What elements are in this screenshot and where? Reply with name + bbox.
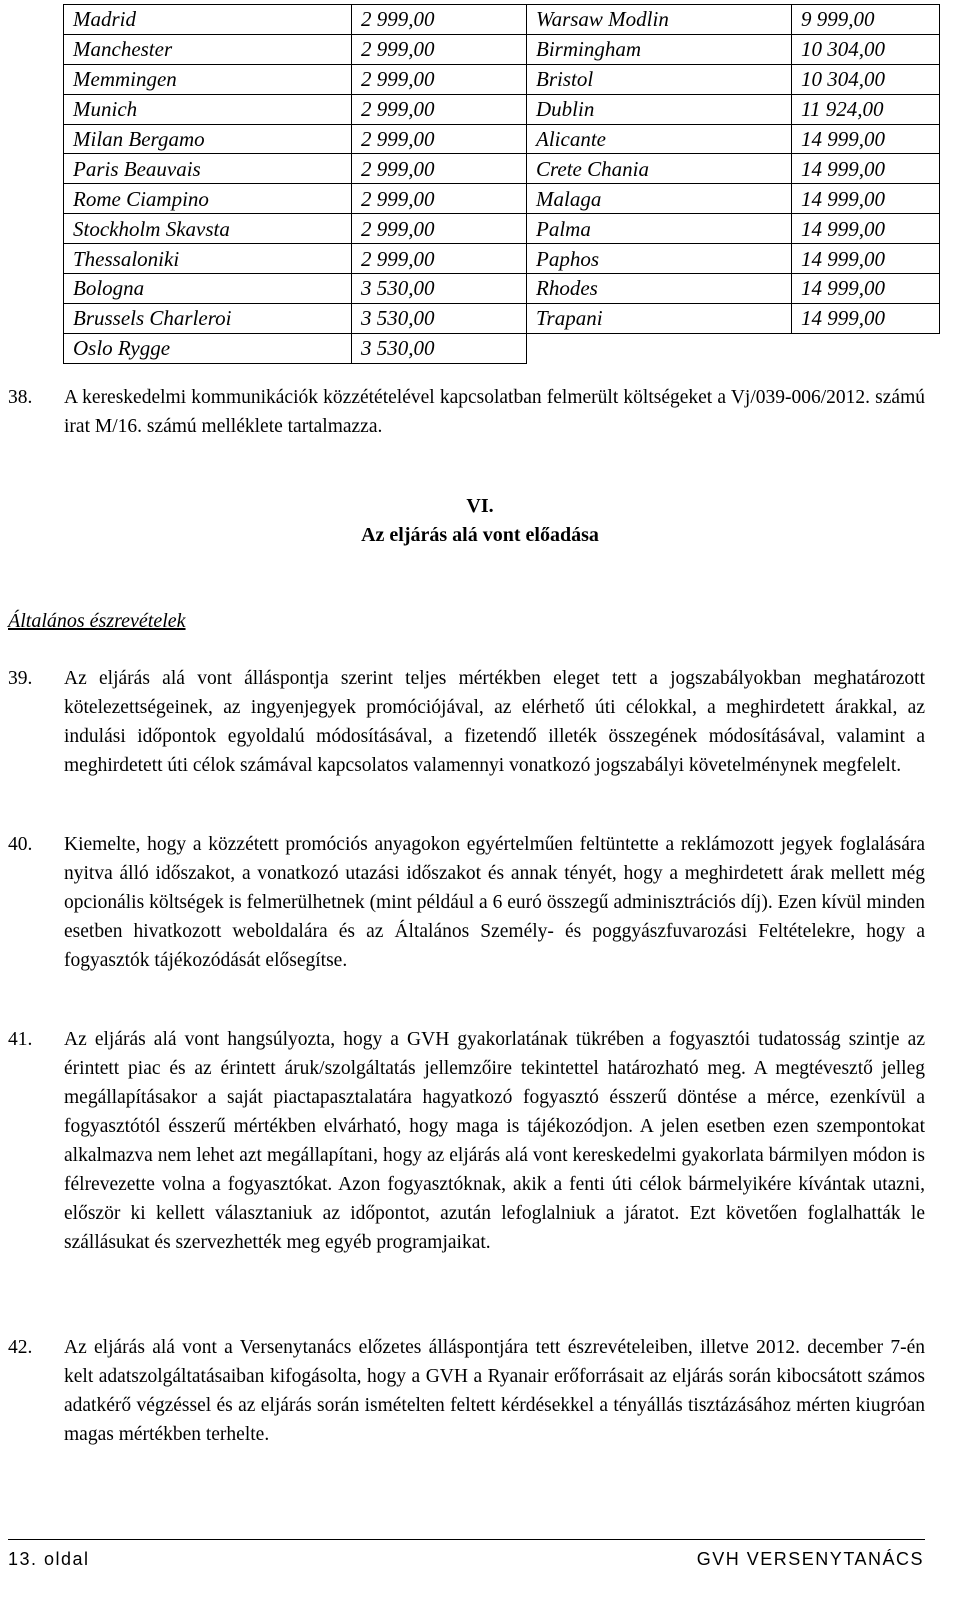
table-cell-origin-price: 2 999,00 [352, 94, 527, 124]
table-cell-destination-city: Birmingham [527, 34, 792, 64]
table-cell-destination-city: Palma [527, 214, 792, 244]
table-row [64, 333, 940, 363]
table-cell-origin-price: 2 999,00 [352, 214, 527, 244]
page-number: 13. oldal [8, 1549, 90, 1569]
table-cell-origin-city: Madrid [64, 5, 352, 35]
table-cell-destination-price: 9 999,00 [792, 5, 940, 35]
table-cell-origin-price: 2 999,00 [352, 64, 527, 94]
paragraph-number: 38. [8, 387, 33, 408]
table-cell-destination-city: Crete Chania [527, 154, 792, 184]
table-cell-destination-price: 14 999,00 [792, 244, 940, 274]
paragraph-text: Az eljárás alá vont álláspontja szerint teljes mértékben eleget tett a jogszabályokban meghatározott kötelezettségeinek, az ingyenjegyek promóciójával, az elérhető úti célokkal, a meghirdetett árakkal, az indulási időpontok egyoldalú módosításával, a fizetendő illeték összegének módosításával, valamint a meghirdetett úti célok számával kapcsolatos valamennyi vonatkozó jogszabályi követelménynek megfelelt. [64, 668, 925, 776]
table-cell-origin-city: Manchester [64, 34, 352, 64]
table-row [64, 154, 940, 184]
footer-organization: GVH VERSENYTANÁCS [696, 1549, 924, 1569]
table-cell-origin-city: Thessaloniki [64, 244, 352, 274]
table-cell-destination-city: Dublin [527, 94, 792, 124]
table-cell-destination-price: 11 924,00 [792, 94, 940, 124]
table-cell-destination-city [527, 333, 792, 363]
footer-divider [8, 1539, 925, 1540]
table-row [64, 34, 940, 64]
table-row [64, 274, 940, 304]
fares-table [63, 4, 940, 364]
paragraph-39 [8, 664, 925, 780]
table-cell-origin-city: Memmingen [64, 64, 352, 94]
table-cell-destination-city: Malaga [527, 184, 792, 214]
table-cell-origin-city: Munich [64, 94, 352, 124]
table-cell-destination-price: 14 999,00 [792, 303, 940, 333]
table-cell-origin-city: Rome Ciampino [64, 184, 352, 214]
paragraph-41 [8, 1025, 925, 1257]
paragraph-38 [8, 383, 925, 441]
table-cell-destination-city: Warsaw Modlin [527, 5, 792, 35]
table-cell-origin-price: 2 999,00 [352, 184, 527, 214]
table-cell-destination-city: Bristol [527, 64, 792, 94]
table-cell-origin-price: 2 999,00 [352, 34, 527, 64]
table-row [64, 244, 940, 274]
table-row [64, 184, 940, 214]
table-cell-destination-price [792, 333, 940, 363]
table-row [64, 303, 940, 333]
table-cell-destination-price: 10 304,00 [792, 34, 940, 64]
table-cell-origin-city: Paris Beauvais [64, 154, 352, 184]
table-cell-destination-city: Rhodes [527, 274, 792, 304]
fares-table-body [64, 5, 940, 364]
table-cell-destination-city: Alicante [527, 124, 792, 154]
table-cell-origin-city: Bologna [64, 274, 352, 304]
subheading: Általános észrevételek [8, 610, 186, 632]
paragraph-42 [8, 1333, 925, 1449]
section-title: Az eljárás alá vont előadása [361, 524, 599, 546]
table-row [64, 64, 940, 94]
paragraph-number: 39. [8, 668, 33, 689]
paragraph-number: 42. [8, 1337, 33, 1358]
table-cell-destination-price: 14 999,00 [792, 154, 940, 184]
section-number: VI. [466, 495, 494, 517]
table-cell-destination-price: 14 999,00 [792, 214, 940, 244]
table-row [64, 5, 940, 35]
paragraph-text: Az eljárás alá vont hangsúlyozta, hogy a GVH gyakorlatának tükrében a fogyasztói tudatosság szintje az érintett piac és az érintett áruk/szolgáltatás jellemzőire tekintettel határozható meg. A megtévesztő jelleg megállapításakor a saját piactapasztalatára hagyatkozó fogyasztó ésszerű döntése a mérce, ezenkívül a fogyasztótól ésszerű mértékben elvárható, hogy maga is tájékozódjon. A jelen esetben ezen szempontokat alkalmazva nem lehet azt megállapítani, hogy az eljárás alá vont kereskedelmi gyakorlata bármilyen módon is félrevezette volna a fogyasztókat. Azon fogyasztóknak, akik a fenti úti célok bármelyikére kívántak utazni, először ki kellett választaniuk az időpontot, azután lefoglalniuk a járatot. Ezt követően foglalhatták le szállásukat és szervezhették meg egyéb programjaikat. [64, 1029, 925, 1253]
table-cell-origin-price: 3 530,00 [352, 333, 527, 363]
table-row [64, 214, 940, 244]
table-cell-destination-city: Paphos [527, 244, 792, 274]
table-cell-origin-price: 3 530,00 [352, 303, 527, 333]
table-cell-origin-price: 2 999,00 [352, 5, 527, 35]
paragraph-text: Az eljárás alá vont a Versenytanács előzetes álláspontjára tett észrevételeiben, illetve 2012. december 7-én kelt adatszolgáltatásaiban kifogásolta, hogy a GVH a Ryanair erőforrásait az eljárás során kibocsátott számos adatkérő végzéssel és az eljárás során ismételten feltett kérdésekkel a tényállás tisztázásához mérten kiugróan magas mértékben terhelte. [64, 1337, 925, 1445]
table-cell-origin-price: 3 530,00 [352, 274, 527, 304]
table-cell-destination-price: 10 304,00 [792, 64, 940, 94]
table-cell-destination-city: Trapani [527, 303, 792, 333]
table-cell-destination-price: 14 999,00 [792, 274, 940, 304]
table-cell-destination-price: 14 999,00 [792, 184, 940, 214]
table-cell-destination-price: 14 999,00 [792, 124, 940, 154]
table-cell-origin-price: 2 999,00 [352, 124, 527, 154]
paragraph-number: 40. [8, 834, 33, 855]
paragraph-number: 41. [8, 1029, 33, 1050]
table-cell-origin-price: 2 999,00 [352, 154, 527, 184]
table-cell-origin-price: 2 999,00 [352, 244, 527, 274]
paragraph-text: A kereskedelmi kommunikációk közzétételével kapcsolatban felmerült költségeket a Vj/039-006/2012. számú irat M/16. számú melléklete tartalmazza. [64, 387, 925, 437]
paragraph-text: Kiemelte, hogy a közzétett promóciós anyagokon egyértelműen feltüntette a reklámozott jegyek foglalására nyitva álló időszakot, a vonatkozó utazási időszakot és annak tényét, hogy a meghirdetett árak mellett még opcionális költségek is felmerülhetnek (mint például a 6 euró összegű adminisztrációs díj). Ezen kívül minden esetben hivatkozott weboldalára és az Általános Személy- és poggyászfuvarozási Feltételekre, hogy a fogyasztók tájékozódását elősegítse. [64, 834, 925, 971]
table-row [64, 94, 940, 124]
table-cell-origin-city: Oslo Rygge [64, 333, 352, 363]
table-row [64, 124, 940, 154]
table-cell-origin-city: Brussels Charleroi [64, 303, 352, 333]
table-cell-origin-city: Milan Bergamo [64, 124, 352, 154]
paragraph-40 [8, 830, 925, 975]
table-cell-origin-city: Stockholm Skavsta [64, 214, 352, 244]
